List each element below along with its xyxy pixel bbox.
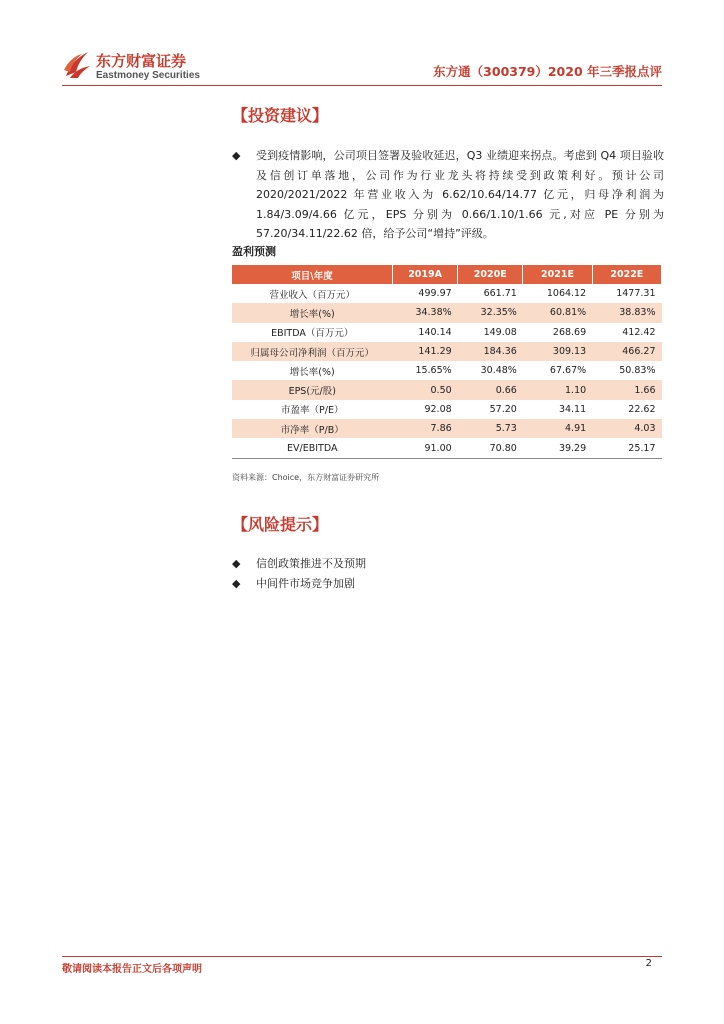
eastmoney-logo-icon bbox=[62, 48, 92, 80]
table-header-row bbox=[232, 265, 662, 284]
table-row bbox=[232, 438, 662, 458]
table-cell: 30.48% bbox=[480, 365, 517, 377]
logo-english-text: Eastmoney Securities bbox=[96, 70, 200, 81]
report-title: 东方通（300379）2020 年三季报点评 bbox=[433, 64, 662, 79]
row-label: 归属母公司净利润（百万元） bbox=[232, 342, 393, 361]
table-cell: 7.86 bbox=[393, 419, 458, 438]
table-cell: 4.03 bbox=[592, 419, 661, 438]
investment-section-title: 【投资建议】 bbox=[232, 106, 329, 125]
table-cell: 70.80 bbox=[458, 438, 523, 458]
diamond-bullet-icon: ◆ bbox=[232, 149, 241, 162]
diamond-bullet-icon: ◆ bbox=[232, 577, 241, 590]
page-header bbox=[0, 0, 724, 90]
table-cell: 149.08 bbox=[483, 326, 517, 338]
table-cell: 4.91 bbox=[523, 419, 592, 438]
table-cell: 67.67% bbox=[549, 365, 587, 377]
table-cell: 1477.31 bbox=[616, 288, 656, 300]
investment-text: 受到疫情影响，公司项目签署及验收延迟，Q3 业绩迎来拐点。考虑到 Q4 项目验收及信创订单落地，公司作为行业龙头将持续受到政策利好。预计公司 2020/2021/2022 年营业收入为 6.62/10.64/14.77 亿元，归母净利润为 1.84/3.09/4.66 亿元，EPS 分别为 0.66/1.10/1.66 元,对应 PE 分别为 57.20/34.11/22.62 倍，给予公司“增持”评级。 bbox=[256, 149, 664, 240]
risk-bullet bbox=[232, 574, 664, 594]
table-cell: 91.00 bbox=[393, 438, 458, 458]
risk-section-title: 【风险提示】 bbox=[232, 515, 329, 534]
table-cell: 412.42 bbox=[622, 326, 656, 338]
table-source-note: 资料来源：Choice，东方财富证券研究所 bbox=[232, 473, 380, 482]
row-label: 市盈率（P/E） bbox=[281, 405, 344, 417]
page-number: 2 bbox=[645, 958, 652, 969]
table-cell: 39.29 bbox=[523, 438, 592, 458]
table-cell: 661.71 bbox=[483, 288, 517, 300]
column-header: 2021E bbox=[523, 265, 592, 284]
table-cell: 25.17 bbox=[592, 438, 661, 458]
company-logo bbox=[62, 46, 212, 86]
table-cell: 1064.12 bbox=[546, 288, 587, 300]
column-header: 2022E bbox=[592, 265, 661, 284]
diamond-bullet-icon: ◆ bbox=[232, 557, 241, 570]
investment-bullet bbox=[232, 146, 664, 244]
row-label: 营业收入（百万元） bbox=[269, 289, 355, 301]
table-row bbox=[232, 419, 662, 438]
table-cell: 499.97 bbox=[418, 288, 452, 300]
table-cell: 140.14 bbox=[418, 326, 452, 338]
column-header: 2019A bbox=[393, 265, 458, 284]
table-cell: 309.13 bbox=[523, 342, 592, 361]
table-row bbox=[232, 400, 662, 419]
header-divider bbox=[62, 85, 662, 86]
table-cell: 141.29 bbox=[393, 342, 458, 361]
table-row bbox=[232, 323, 662, 342]
table-row bbox=[232, 342, 662, 361]
forecast-caption: 盈利预测 bbox=[232, 245, 276, 258]
risk-bullet bbox=[232, 554, 664, 574]
table-cell: 57.20 bbox=[489, 403, 517, 415]
row-label: 市净率（P/B） bbox=[232, 419, 393, 438]
table-cell: 1.66 bbox=[592, 380, 661, 399]
table-cell: 34.11 bbox=[558, 403, 587, 415]
table-cell: 32.35% bbox=[458, 303, 523, 322]
table-cell: 184.36 bbox=[458, 342, 523, 361]
table-cell: 5.73 bbox=[458, 419, 523, 438]
table-row bbox=[232, 380, 662, 399]
row-label: 增长率(%) bbox=[289, 366, 335, 378]
table-cell: 22.62 bbox=[628, 403, 656, 415]
table-row bbox=[232, 361, 662, 380]
row-label: 增长率(%) bbox=[232, 303, 393, 322]
table-cell: 15.65% bbox=[415, 365, 452, 377]
table-row bbox=[232, 303, 662, 322]
footer-disclaimer: 敬请阅读本报告正文后各项声明 bbox=[62, 964, 202, 975]
table-cell: 38.83% bbox=[592, 303, 661, 322]
forecast-table bbox=[232, 265, 662, 459]
table-cell: 0.66 bbox=[458, 380, 523, 399]
footer-divider bbox=[62, 956, 662, 957]
table-cell: 92.08 bbox=[424, 403, 452, 415]
column-header: 项目\年度 bbox=[232, 265, 393, 284]
risk-text: 信创政策推进不及预期 bbox=[256, 557, 366, 570]
table-cell: 0.50 bbox=[393, 380, 458, 399]
table-cell: 268.69 bbox=[552, 326, 587, 338]
row-label: EPS(元/股) bbox=[232, 380, 393, 399]
table-cell: 466.27 bbox=[592, 342, 661, 361]
row-label: EV/EBITDA bbox=[232, 438, 393, 458]
table-cell: 50.83% bbox=[619, 365, 656, 377]
table-cell: 34.38% bbox=[393, 303, 458, 322]
table-cell: 1.10 bbox=[523, 380, 592, 399]
row-label: EBITDA（百万元） bbox=[271, 328, 354, 340]
table-row bbox=[232, 284, 662, 303]
table-cell: 60.81% bbox=[523, 303, 592, 322]
column-header: 2020E bbox=[458, 265, 523, 284]
risk-text: 中间件市场竞争加剧 bbox=[256, 577, 355, 590]
logo-chinese-text: 东方财富证券 bbox=[96, 52, 187, 70]
